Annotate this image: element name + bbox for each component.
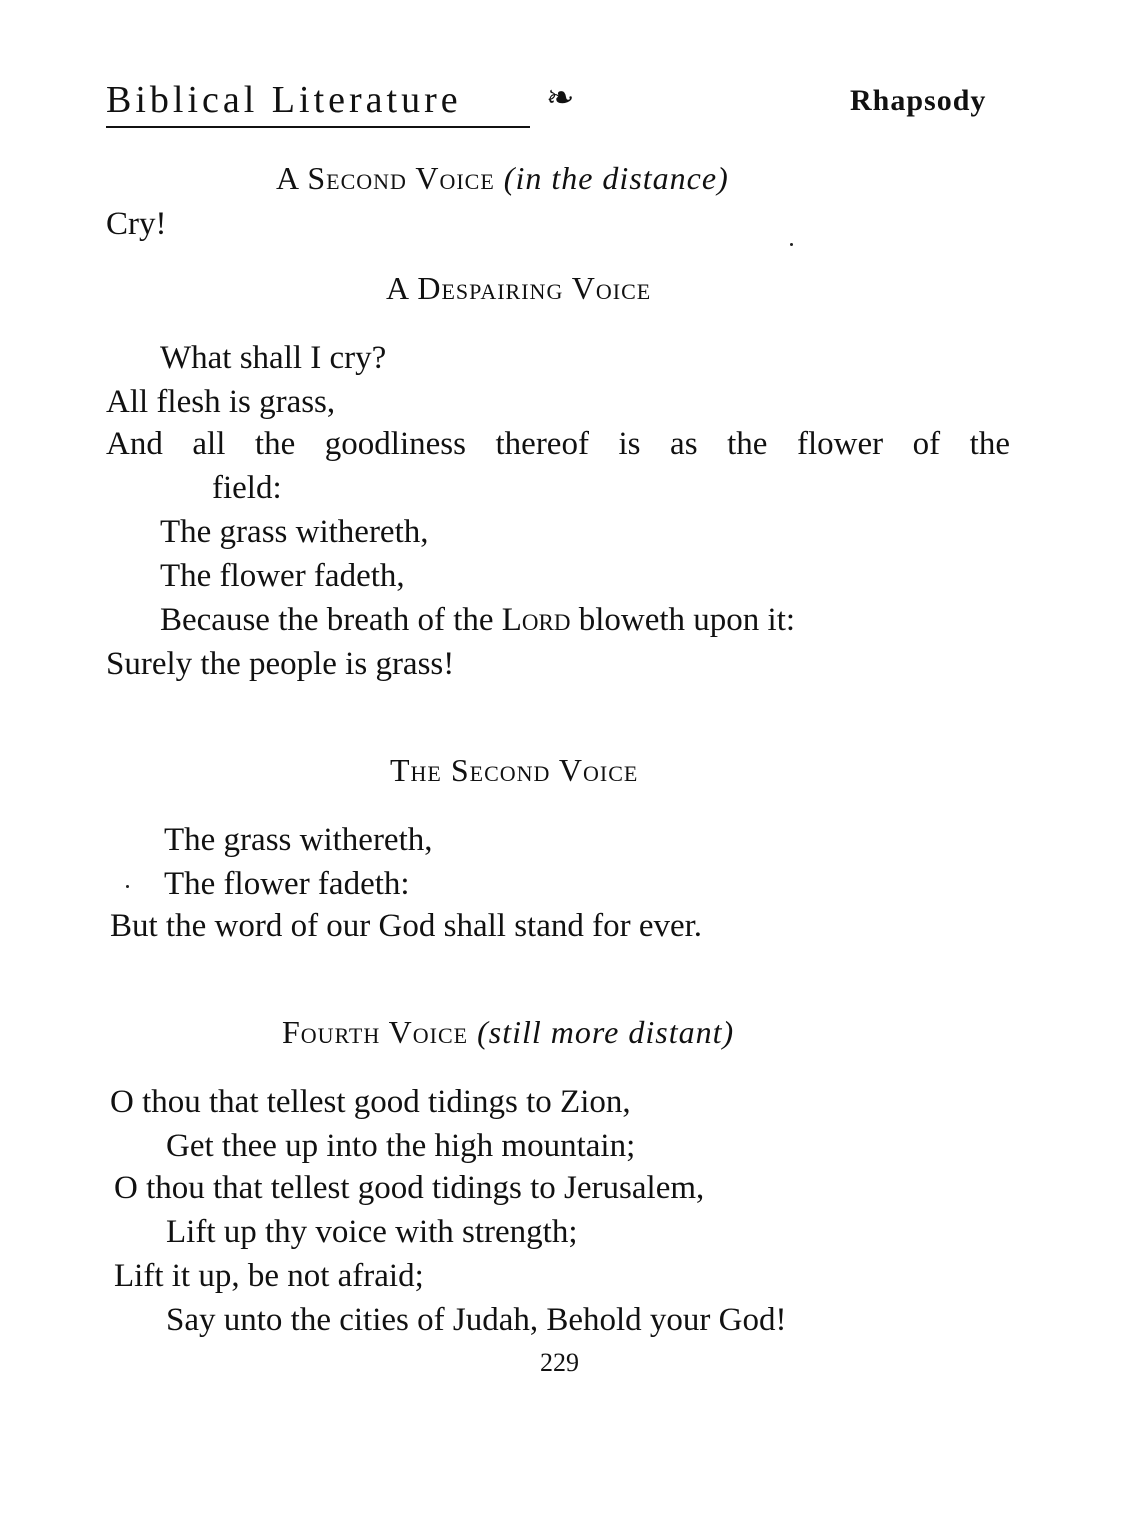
verse-line: Say unto the cities of Judah, Behold your God! [166,1302,787,1338]
verse-text: Because the breath of the [160,602,494,638]
verse-line: But the word of our God shall stand for ever. [110,908,703,944]
verse-line: Get thee up into the high mountain; [166,1128,636,1164]
verse-line: Lift up thy voice with strength; [166,1214,578,1250]
speaker-name: A Second Voice [276,160,495,196]
verse-line: O thou that tellest good tidings to Zion, [110,1084,631,1120]
stage-direction: (in the distance) [503,160,729,196]
verse-line: The flower fadeth, [160,558,405,594]
verse-line: Cry! [106,206,167,242]
verse-line: What shall I cry? [160,340,387,376]
page-number: 229 [540,1348,579,1377]
verse-line: The grass withereth, [160,514,429,550]
speaker-heading [282,1014,734,1051]
verse-line: Surely the people is grass! [106,646,455,682]
verse-line: The grass withereth, [164,822,433,858]
scan-speck [790,243,793,246]
verse-line-continuation: field: [212,470,282,506]
speaker-heading [276,160,729,197]
verse-text: bloweth upon it: [578,602,796,638]
ornament-icon: ❧ [546,80,575,117]
verse-line: All flesh is grass, [106,384,336,420]
verse-line: And all the goodliness thereof is as the flower of the [106,426,1010,462]
speaker-name: Fourth Voice [282,1014,469,1050]
running-header-section: Rhapsody [850,84,987,117]
verse-line [160,602,795,639]
running-header-title: Biblical Literature [106,79,462,121]
speaker-heading: A Despairing Voice [386,270,652,306]
stage-direction: (still more distant) [477,1014,735,1050]
verse-line: The flower fadeth: [164,866,410,902]
scan-speck [126,885,129,888]
verse-line: Lift it up, be not afraid; [114,1258,424,1294]
verse-line: O thou that tellest good tidings to Jerusalem, [114,1170,705,1206]
speaker-heading: The Second Voice [390,752,639,788]
lord-small-caps: Lord [501,602,571,638]
header-underline [106,126,530,128]
